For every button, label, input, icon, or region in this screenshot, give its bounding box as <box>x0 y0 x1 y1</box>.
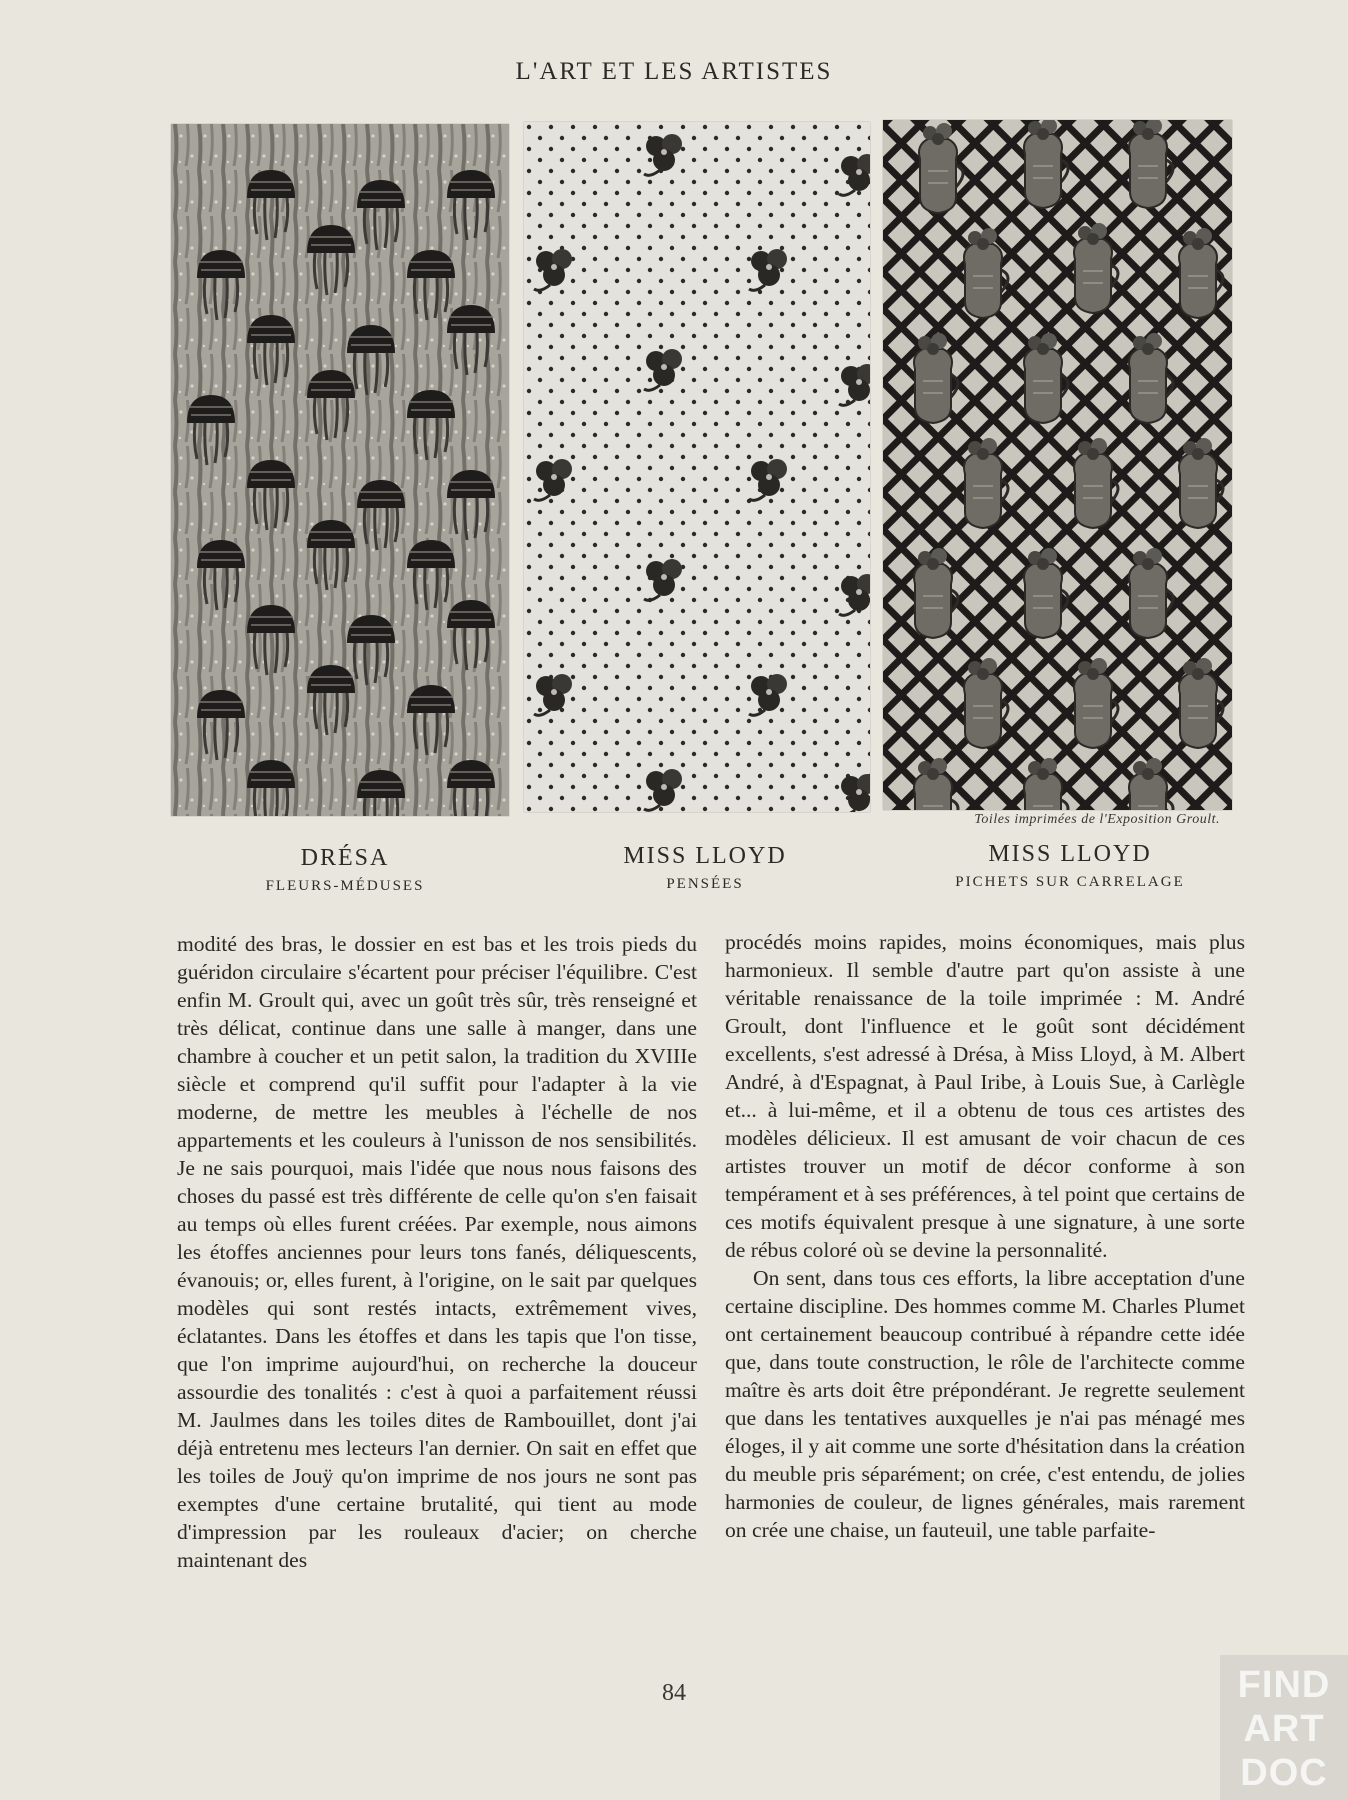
text-column-left <box>177 930 697 1574</box>
caption-title: PENSÉES <box>666 876 744 892</box>
paragraph: procédés moins rapides, moins économiques, mais plus harmonieux. Il semble d'autre part qu'on assiste à une véritable renaissance de la toile imprimée : M. André Groult, dont l'influence et le goût sont décidément excellents, s'est adressé à Drésa, à Miss Lloyd, à M. Albert André, à d'Espagnat, à Paul Iribe, à Louis Sue, à Carlègle et... à lui-même, et il a obtenu de tous ces artistes des modèles délicieux. Il est amusant de voir chacun de ces artistes trouver un motif de décor conforme à son tempérament et à ses préférences, à tel point que certains de ces motifs équivalent presque à une signature, à une sorte de rébus coloré où se devine la personnalité. <box>725 930 1245 1262</box>
plate-fleurs-meduses-image <box>171 124 509 816</box>
watermark-line: ART <box>1243 1708 1325 1750</box>
watermark-logo <box>1220 1655 1348 1800</box>
running-head: L'ART ET LES ARTISTES <box>515 58 833 85</box>
text-column-right <box>725 928 1245 1544</box>
caption-plate-3 <box>920 841 1220 891</box>
page-number: 84 <box>662 1680 686 1706</box>
caption-artist: MISS LLOYD <box>988 841 1152 867</box>
caption-title: PICHETS SUR CARRELAGE <box>955 874 1185 890</box>
plate-pichets-image <box>883 120 1232 810</box>
caption-plate-1 <box>230 845 460 895</box>
watermark-line: DOC <box>1240 1752 1328 1794</box>
paragraph: On sent, dans tous ces efforts, la libre acceptation d'une certaine discipline. Des hommes comme M. Charles Plumet ont certainement beaucoup contribué à répandre cette idée que, dans toute construction, le rôle de l'architecte comme maître ès arts doit être prépondérant. Je regrette seulement que dans les tentatives auxquelles je n'ai pas ménagé mes éloges, il y ait comme une sorte d'hésitation dans la création du meuble pris séparément; on crée, c'est entendu, de jolies harmonies de couleur, de lignes générales, mais rarement on crée une chaise, un fauteuil, une table parfaite- <box>725 1266 1245 1542</box>
caption-artist: DRÉSA <box>300 845 390 871</box>
watermark-line: FIND <box>1237 1664 1331 1706</box>
photo-credit: Toiles imprimées de l'Exposition Groult. <box>974 812 1220 827</box>
caption-title: FLEURS-MÉDUSES <box>265 878 425 894</box>
caption-plate-2 <box>580 843 830 893</box>
plate-pensees-image <box>524 122 870 812</box>
paragraph: modité des bras, le dossier en est bas et les trois pieds du guéridon circulaire s'écartent pour préciser l'équilibre. C'est enfin M. Groult qui, avec un goût très sûr, très renseigné et très délicat, continue dans une salle à manger, dans une chambre à coucher et un petit salon, la tradition du XVIIIe siècle et comprend qu'il suffit pour l'adapter à la vie moderne, de mettre les meubles à l'échelle de nos appartements et les couleurs à l'unisson de nos sensibilités. Je ne sais pourquoi, mais l'idée que nous nous faisons des choses du passé est très différente de celle qu'on s'en faisait au temps où elles furent créées. Par exemple, nous aimons les étoffes anciennes pour leurs tons fanés, déliquescents, évanouis; or, elles furent, à l'origine, on le sait par quelques modèles qui sont restés intacts, extrêmement vives, éclatantes. Dans les étoffes et dans les tapis que l'on tisse, que l'on imprime aujourd'hui, on recherche la douceur assourdie des tonalités : c'est à quoi a parfaitement réussi M. Jaulmes dans les toiles dites de Rambouillet, dont j'ai déjà entretenu mes lecteurs l'an dernier. On sait en effet que les toiles de Jouÿ qu'on imprime de nos jours ne sont pas exemptes d'une certaine brutalité, qui tient au mode d'impression par les rouleaux d'acier; on cherche maintenant des <box>177 932 697 1572</box>
caption-artist: MISS LLOYD <box>623 843 787 869</box>
